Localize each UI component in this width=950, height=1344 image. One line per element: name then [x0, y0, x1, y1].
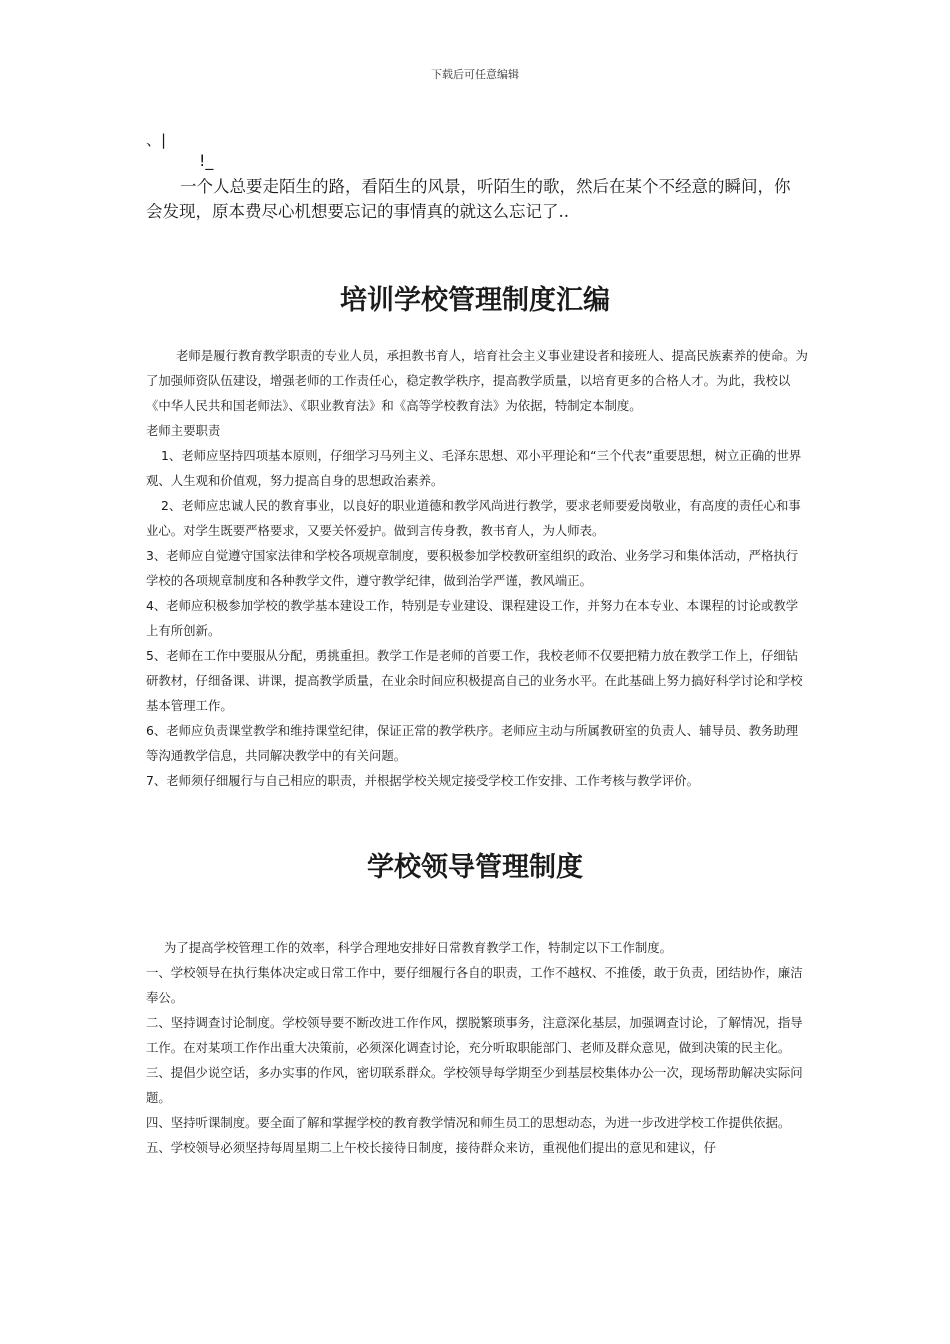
subheading: 老师主要职责 [146, 423, 221, 438]
list-item: 5、老师在工作中要服从分配，勇挑重担。教学工作是老师的首要工作，我校老师不仅要把精力放在教学工作上，仔细钻研教材，仔细备课、讲课，提高教学质量，在业余时间应积极提高自己的业务水平。在此基础上努力搞好科学讨论和学校基本管理工作。 [146, 648, 803, 713]
list-item: 4、老师应积极参加学校的教学基本建设工作，特别是专业建设、课程建设工作，并努力在本专业、本课程的讨论或教学上有所创新。 [146, 598, 799, 638]
preamble-paragraph: 为了提高学校管理工作的效率，科学合理地安排好日常教育教学工作，特制定以下工作制度。 [164, 940, 673, 955]
list-item: 1、老师应坚持四项基本原则，仔细学习马列主义、毛泽东思想、邓小平理论和“三个代表”重要思想，树立正确的世界观、人生观和价值观，努力提高自身的思想政治素养。 [146, 448, 802, 488]
list-item: 7、老师须仔细履行与自己相应的职责，并根据学校关规定接受学校工作安排、工作考核与教学评价。 [146, 773, 700, 788]
list-item: 二、坚持调查讨论制度。学校领导要不断改进工作作风，摆脱繁琐事务，注意深化基层，加强调查讨论，了解情况，指导工作。在对某项工作作出重大决策前，必须深化调查讨论，充分听取职能部门、老师及群众意见，做到决策的民主化。 [146, 1015, 803, 1055]
stray-mark: 、| [146, 131, 167, 149]
section-title: 培训学校管理制度汇编 [340, 285, 610, 316]
section-body [146, 935, 810, 1160]
list-item: 3、老师应自觉遵守国家法律和学校各项规章制度，要积极参加学校教研室组织的政治、业务学习和集体活动，严格执行学校的各项规章制度和各种教学文件，遵守教学纪律，做到治学严谨，教风端正。 [146, 548, 799, 588]
list-item: 四、坚持听课制度。要全面了解和掌握学校的教育教学情况和师生员工的思想动态，为进一步改进学校工作提供依据。 [146, 1115, 791, 1130]
list-item: 五、学校领导必须坚持每周星期二上午校长接待日制度，接待群众来访，重视他们提出的意见和建议，仔 [146, 1140, 716, 1155]
list-item: 一、学校领导在执行集体决定或日常工作中，要仔细履行各自的职责，工作不越权、不推倭，敢于负责，团结协作，廉洁奉公。 [146, 965, 803, 1005]
preamble-paragraph: 老师是履行教育教学职责的专业人员，承担教书育人，培育社会主义事业建设者和接班人、提高民族素养的使命。为了加强师资队伍建设，增强老师的工作责任心，稳定教学秩序，提高教学质量，以培育更多的合格人才。为此，我校以《中华人民共和国老师法》、《职业教育法》和《高等学校教育法》为依据，特制定本制度。 [146, 348, 808, 413]
intro-paragraph [146, 174, 806, 224]
list-item: 6、老师应负责课堂教学和维持课堂纪律，保证正常的教学秩序。老师应主动与所属教研室的负责人、辅导员、教务助理等沟通教学信息，共同解决教学中的有关问题。 [146, 723, 799, 763]
list-item: 三、提倡少说空话，多办实事的作风，密切联系群众。学校领导每学期至少到基层校集体办公一次，现场帮助解决实际问题。 [146, 1065, 803, 1105]
intro-text: 一个人总要走陌生的路，看陌生的风景，听陌生的歌，然后在某个不经意的瞬间，你会发现，原本费尽心机想要忘记的事情真的就这么忘记了.. [146, 177, 791, 221]
section-body [146, 343, 810, 793]
page-header: 下载后可任意编辑 [431, 68, 519, 81]
section-title: 学校领导管理制度 [367, 852, 583, 883]
stray-mark: !_ [199, 151, 214, 170]
list-item: 2、老师应忠诚人民的教育事业，以良好的职业道德和教学风尚进行教学，要求老师要爱岗敬业，有高度的责任心和事业心。对学生既要严格要求，又要关怀爱护。做到言传身教，教书育人，为人师表。 [146, 498, 801, 538]
